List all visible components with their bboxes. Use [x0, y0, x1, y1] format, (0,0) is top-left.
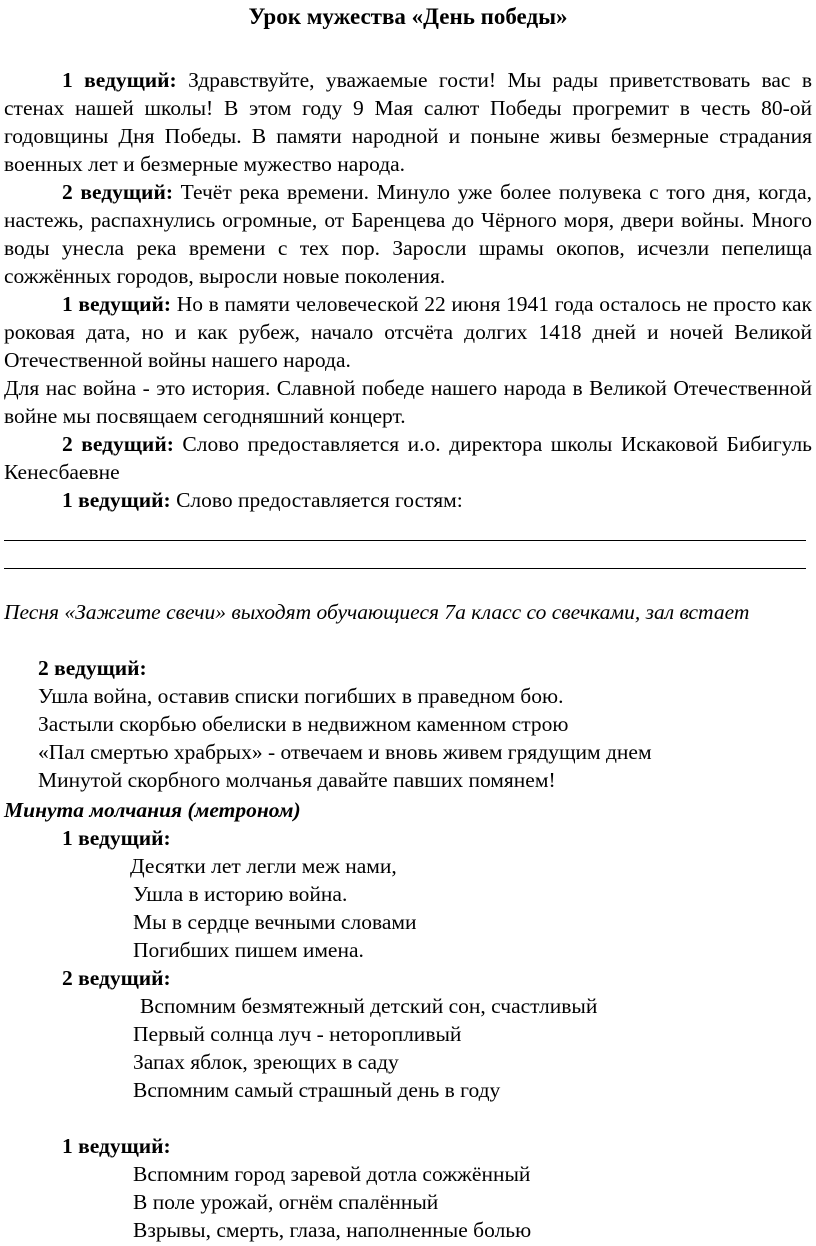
verse4-speaker: 1 ведущий:	[62, 1134, 171, 1158]
paragraph-text: Течёт река времени. Минуло уже более полувека с того дня, когда, настежь, распахнулись огромные, от Баренцева до Чёрного моря, двери войны. Много воды унесла река времени с тех пор. Заросли шрамы окопов, исчезли пепелища сожжённых городов, выросли новые поколения.	[4, 180, 812, 288]
speaker-label: 1 ведущий:	[62, 488, 171, 512]
document-title: Урок мужества «День победы»	[248, 4, 568, 29]
paragraph-text: Слово предоставляется и.о. директора школы Искаковой Бибигуль Кенесбаевне	[4, 432, 812, 484]
verse4-line: Вспомним город заревой дотла сожжённый	[133, 1162, 531, 1186]
verse3-speaker: 2 ведущий:	[62, 966, 171, 990]
paragraph-text: Здравствуйте, уважаемые гости! Мы рады приветствовать вас в стенах нашей школы! В этом году 9 Мая салют Победы прогремит в честь 80-ой годовщины Дня Победы. В памяти народной и поныне живы безмерные страдания военных лет и безмерные мужество народа.	[4, 68, 812, 176]
speaker-label: 2 ведущий:	[62, 180, 173, 204]
paragraph-5	[4, 430, 812, 486]
verse1-line: «Пал смертью храбрых» - отвечаем и вновь живем грядущим днем	[38, 740, 652, 764]
verse1-speaker: 2 ведущий:	[38, 656, 147, 680]
verse2-line: Погибших пишем имена.	[133, 938, 364, 962]
paragraph-text: Но в памяти человеческой 22 июня 1941 года осталось не просто как роковая дата, но и как рубеж, начало отсчёта долгих 1418 дней и ночей Великой Отечественной войны нашего народа.	[4, 292, 812, 372]
blank-line-2	[4, 568, 806, 569]
verse2-line: Десятки лет легли меж нами,	[130, 854, 397, 878]
verse1-line: Застыли скорбью обелиски в недвижном каменном строю	[38, 712, 569, 736]
verse1-line: Ушла война, оставив списки погибших в праведном бою.	[38, 684, 564, 708]
paragraph-6	[4, 486, 812, 514]
verse4-line: В поле урожай, огнём спалённый	[133, 1190, 439, 1214]
blank-line-1	[4, 540, 806, 541]
speaker-label: 1 ведущий:	[62, 292, 172, 316]
verse1-line: Минутой скорбного молчанья давайте павших помянем!	[38, 768, 556, 792]
speaker-label: 1 ведущий:	[62, 68, 177, 92]
verse3-line: Вспомним безмятежный детский сон, счастливый	[140, 994, 598, 1018]
paragraph-1	[4, 66, 812, 178]
minute-of-silence-note: Минута молчания (метроном)	[4, 798, 301, 822]
speaker-label: 2 ведущий:	[62, 432, 174, 456]
song-note: Песня «Зажгите свечи» выходят обучающиеся 7а класс со свечками, зал встает	[4, 600, 750, 624]
paragraph-text: Слово предоставляется гостям:	[170, 488, 463, 512]
paragraph-2	[4, 178, 812, 290]
verse3-line: Первый солнца луч - неторопливый	[133, 1022, 462, 1046]
paragraph-text: Для нас война - это история. Славной победе нашего народа в Великой Отечественной войне мы посвящаем сегодняшний концерт.	[4, 376, 812, 428]
verse2-line: Ушла в историю война.	[133, 882, 348, 906]
verse4-line: Взрывы, смерть, глаза, наполненные болью	[133, 1218, 532, 1242]
paragraph-3	[4, 290, 812, 374]
paragraph-4	[4, 374, 812, 430]
verse2-speaker: 1 ведущий:	[62, 826, 171, 850]
verse3-line: Запах яблок, зреющих в саду	[133, 1050, 399, 1074]
verse3-line: Вспомним самый страшный день в году	[133, 1078, 501, 1102]
verse2-line: Мы в сердце вечными словами	[133, 910, 417, 934]
